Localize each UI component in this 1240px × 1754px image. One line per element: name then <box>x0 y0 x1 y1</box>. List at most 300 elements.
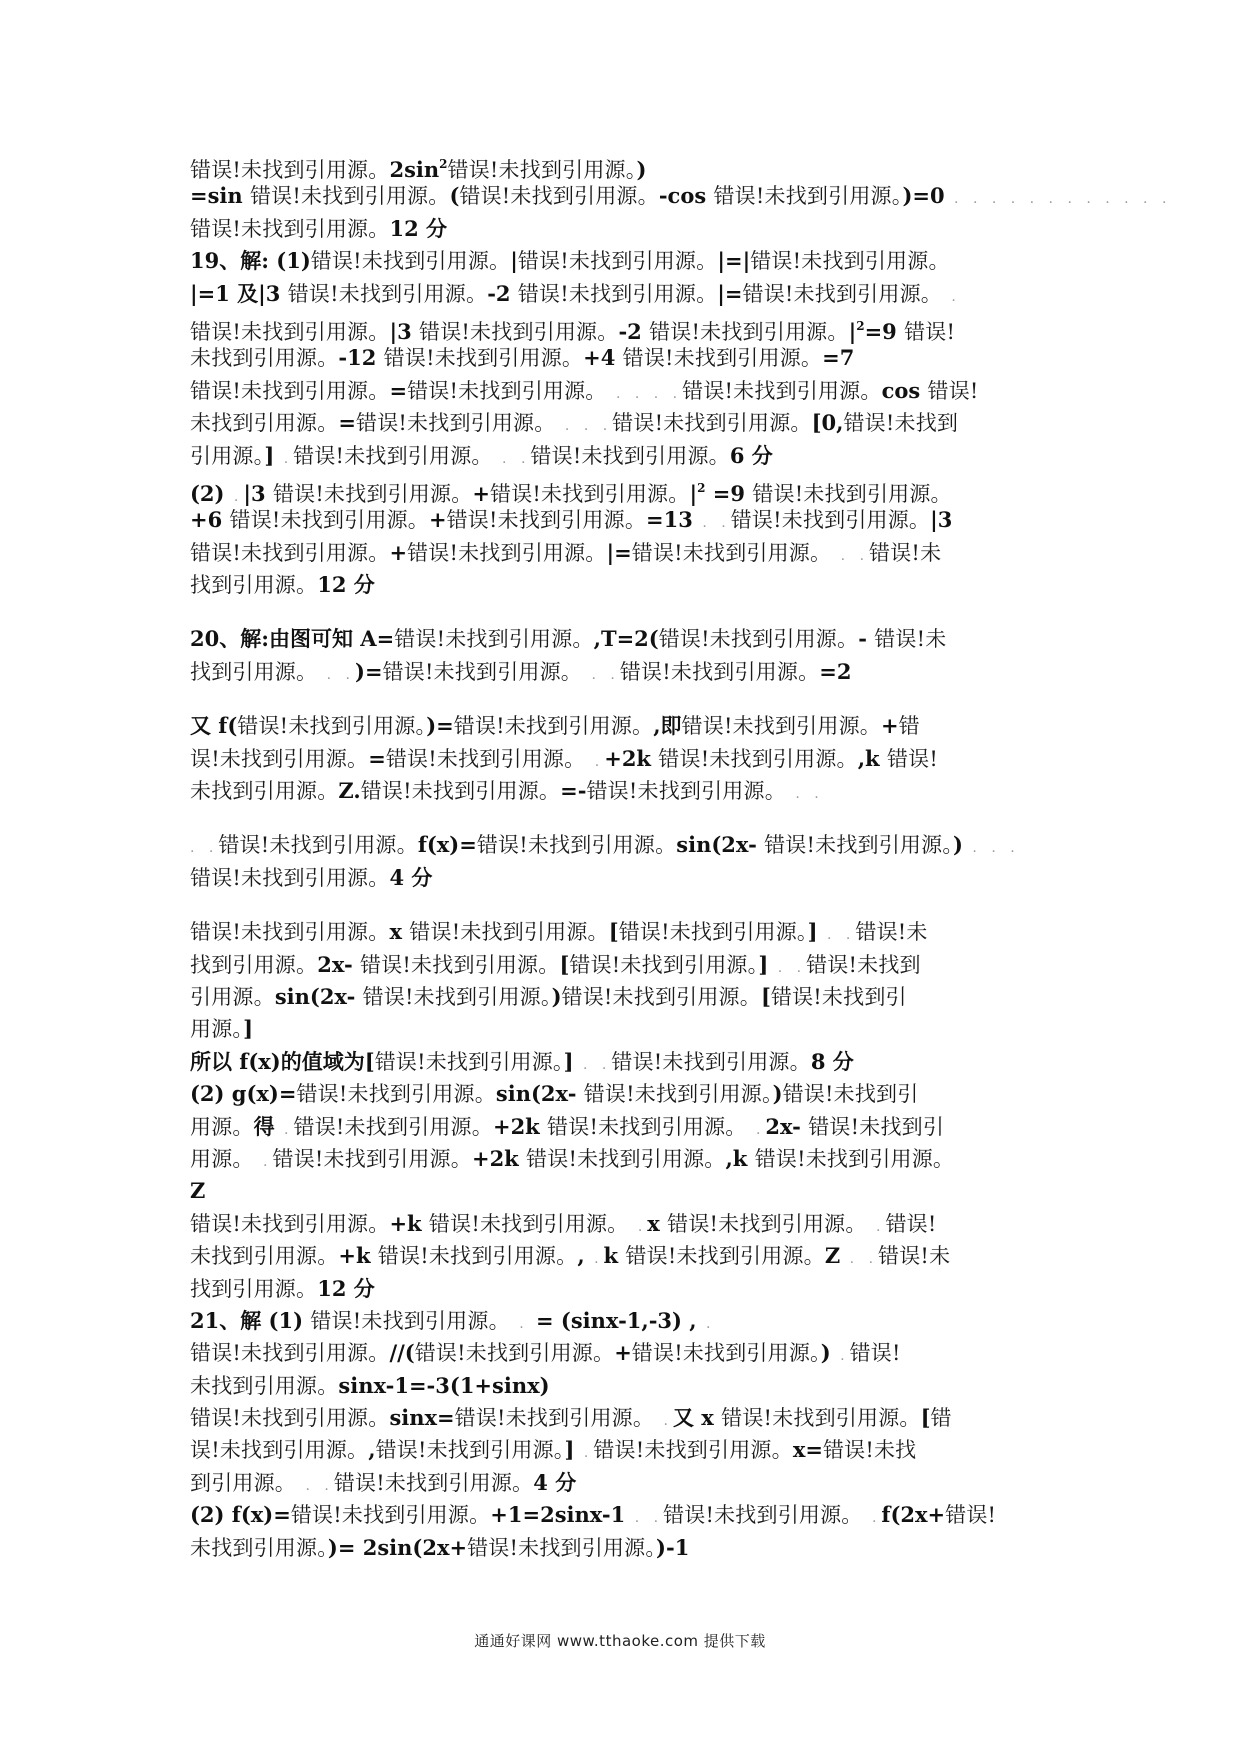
reference-error-text: 错误!未找到引用源。 <box>407 378 607 403</box>
text-line <box>190 1046 1120 1078</box>
math-text: )= <box>355 658 383 684</box>
reference-error-text: 误!未找到引用源。 <box>190 1438 369 1463</box>
reference-error-text: 错误!未找到引用源。 <box>190 920 390 945</box>
text-line <box>190 829 1120 861</box>
reference-error-text: 错误!未找到引用源。 <box>631 1341 821 1366</box>
text-line <box>190 623 1120 655</box>
math-text: 4 分 <box>533 1469 577 1495</box>
reference-error-text: 用源。 <box>190 1146 254 1171</box>
reference-error-text: 错误!未找到 <box>806 952 921 977</box>
math-text: sin(2x- <box>495 1081 584 1107</box>
math-text: , <box>577 1243 585 1269</box>
math-text: 2x- <box>765 1113 809 1139</box>
math-text: 21、解 (1) <box>190 1307 311 1333</box>
reference-error-text: 错误!未找到引用源。 <box>296 1082 496 1107</box>
math-text: - <box>858 626 875 652</box>
reference-error-text: 错误!未找到引用源。 <box>764 833 954 858</box>
math-text: =13 <box>646 507 693 533</box>
reference-error-text: 到引用源。 <box>190 1470 296 1495</box>
math-text: Z <box>824 1243 841 1269</box>
reference-error-text: 错误!未找到引用源。 <box>612 411 812 436</box>
math-text: + <box>428 507 447 533</box>
text-line <box>190 1240 1120 1272</box>
leader-dots: . . . <box>555 418 613 435</box>
math-text: [ <box>559 951 570 977</box>
reference-error-text: 错误!未找到引用源。 <box>414 1341 615 1366</box>
reference-error-text: 错误!未找到引用源。 <box>190 158 390 182</box>
text-line <box>190 1273 1120 1305</box>
math-text: [ <box>760 983 771 1009</box>
reference-error-text: 错误!未找到引用源。 <box>467 1535 657 1560</box>
text-line <box>190 245 1120 277</box>
reference-error-text: 错误!未找到引用源。 <box>622 346 823 371</box>
math-text: = (sinx-1,-3) , <box>528 1307 697 1333</box>
math-text: sin(2x- <box>676 832 765 858</box>
math-text: ,即 <box>653 713 682 739</box>
text-line <box>190 569 1120 601</box>
math-text: =2 <box>819 658 852 684</box>
text-line <box>190 916 1120 948</box>
text-line <box>190 310 1120 342</box>
text-line <box>190 1499 1120 1531</box>
reference-error-text: 错误! <box>945 1503 997 1528</box>
math-text: |3 <box>930 507 953 533</box>
math-text: ] <box>563 1048 574 1074</box>
reference-error-text: 错误!未找到引用源。 <box>658 627 859 652</box>
reference-error-text: 错误!未找到引用源。 <box>721 1406 921 1431</box>
reference-error-text: 错误!未找到引用源。 <box>649 319 849 344</box>
text-line <box>190 148 1120 180</box>
math-text: -12 <box>338 345 384 371</box>
math-text: x <box>647 1210 668 1236</box>
leader-dots: . . <box>768 959 807 976</box>
reference-error-text: 错误!未找到引用源。 <box>526 1146 726 1171</box>
reference-error-text: 错误!未找到引用源。 <box>447 158 637 182</box>
reference-error-text: 错误!未找到引用源。 <box>190 1341 390 1366</box>
math-text: 又 x <box>673 1405 722 1431</box>
text-line <box>190 1467 1120 1499</box>
reference-error-text: 错误!未 <box>878 1244 951 1269</box>
reference-error-text: 错误!未找到引用源。 <box>750 249 950 274</box>
math-text: =9 <box>864 318 905 344</box>
math-text: ) <box>953 832 963 858</box>
leader-dots: . <box>274 1121 294 1138</box>
reference-error-text: 错误!未 <box>874 627 947 652</box>
reference-error-text: 错误!未找到引用源。 <box>374 1049 564 1074</box>
text-line <box>190 1208 1120 1240</box>
math-text: 6 分 <box>729 442 773 468</box>
leader-dots: . <box>654 1413 673 1430</box>
reference-error-text: 错误!未找到引用源。 <box>730 508 931 533</box>
math-text: 12 分 <box>317 1275 375 1301</box>
math-text: (2) f(x)= <box>190 1502 291 1528</box>
text-line <box>190 1111 1120 1143</box>
reference-error-text: 错误!未找到引用源。 <box>454 1406 655 1431</box>
math-text: 12 分 <box>317 572 375 598</box>
reference-error-text: 错误!未找到引用源。 <box>611 1049 811 1074</box>
reference-error-text: 用源。 <box>190 1114 254 1139</box>
math-text: ] <box>243 1016 254 1042</box>
reference-error-text: 错误!未找到引用源。 <box>356 411 556 436</box>
reference-error-text: 错误!未找到引用源。 <box>618 920 808 945</box>
leader-dots: . <box>746 1121 766 1138</box>
reference-error-text: 错误!未找到引用源。 <box>547 1114 747 1139</box>
reference-error-text: 找到引用源。 <box>190 573 318 598</box>
math-text: (2) g(x)= <box>190 1081 297 1107</box>
math-text: -2 <box>618 318 650 344</box>
math-text: 所以 f(x)的值域为[ <box>190 1048 375 1074</box>
reference-error-text: 错误!未找到引用源。 <box>742 281 942 306</box>
reference-error-text: 错误!未找到引用源。 <box>409 920 609 945</box>
math-text: ( <box>449 183 460 209</box>
math-text: 2sin <box>389 157 440 182</box>
text-line <box>190 981 1120 1013</box>
leader-dots: . . <box>625 1510 664 1527</box>
reference-error-text: 错误!未找到引用源。 <box>362 984 552 1009</box>
reference-error-text: 误!未找到引用源。 <box>190 746 369 771</box>
math-text: |= <box>717 280 743 306</box>
text-line <box>190 1175 1120 1207</box>
text-line <box>190 213 1120 245</box>
text-line <box>190 743 1120 775</box>
reference-error-text: 错误! <box>849 1341 901 1366</box>
math-text: |= <box>606 539 632 565</box>
math-text: ) <box>551 983 562 1009</box>
reference-error-text: 错误!未找到引用源。 <box>218 833 418 858</box>
leader-dots: . <box>585 753 605 770</box>
reference-error-text: 错误!未 <box>869 540 942 565</box>
leader-dots: . <box>628 1218 648 1235</box>
math-text: 20、解:由图可知 A= <box>190 626 395 652</box>
math-text: )= <box>426 713 454 739</box>
reference-error-text: 错误!未找到引用源。 <box>752 481 952 506</box>
text-line <box>190 504 1120 536</box>
math-text: ,T=2( <box>593 626 659 652</box>
reference-error-text: 错误!未找到引用源。 <box>569 952 759 977</box>
math-text: Z. <box>338 778 361 804</box>
math-text: 4 分 <box>389 864 433 890</box>
reference-error-text: 错误!未找到引用源。 <box>586 779 786 804</box>
math-text: |=1 及|3 <box>190 280 288 306</box>
reference-error-text: 未找到引用源。 <box>190 346 339 371</box>
math-text: )=0 <box>902 183 945 209</box>
text-line <box>190 1337 1120 1369</box>
math-text: +k <box>389 1210 429 1236</box>
leader-dots: . <box>862 1510 882 1527</box>
reference-error-text: 错误! <box>904 319 956 344</box>
text-line <box>190 1013 1120 1045</box>
math-text: +2k <box>471 1145 527 1171</box>
math-text: + <box>472 480 491 506</box>
math-text: [0, <box>811 410 844 436</box>
leader-dots: . . <box>692 515 731 532</box>
reference-error-text: 未找到引用源。 <box>190 779 339 804</box>
reference-error-text: 错误!未找到引用源。 <box>593 1438 793 1463</box>
leader-dots: . <box>224 488 244 505</box>
math-text: 又 f( <box>190 713 238 739</box>
reference-error-text: 错误!未找到 <box>843 411 959 436</box>
math-text: ] <box>758 951 769 977</box>
reference-error-text: 错误!未找到引用源。 <box>229 508 429 533</box>
math-text: 2x- <box>317 951 360 977</box>
reference-error-text: 错误!未找到引用源。 <box>310 249 511 274</box>
text-line <box>190 1370 1120 1402</box>
text-line <box>190 1402 1120 1434</box>
page-footer: 通通好课网 www.tthaoke.com 提供下载 <box>474 1632 766 1650</box>
reference-error-text: 错误! <box>885 1211 937 1236</box>
reference-error-text: 错误!未找到引用源。 <box>190 378 390 403</box>
reference-error-text: 错误! <box>886 746 938 771</box>
reference-error-text: 错误!未找到引用源。 <box>190 1406 390 1431</box>
math-text: ] <box>564 1437 575 1463</box>
superscript: 2 <box>439 157 448 171</box>
math-text: | <box>848 318 857 344</box>
math-text: +1=2sinx-1 <box>490 1502 626 1528</box>
math-text: 8 分 <box>810 1048 854 1074</box>
leader-dots: . . . . <box>606 385 683 402</box>
math-text: -cos <box>658 183 714 209</box>
reference-error-text: 错误!未找到引用源。 <box>754 1146 955 1171</box>
reference-error-text: 错误!未找到引用源。 <box>530 443 730 468</box>
math-text: ] <box>807 919 818 945</box>
text-line <box>190 1078 1120 1110</box>
math-text: =- <box>560 778 587 804</box>
leader-dots: . . . . . . . . . . . . <box>944 191 1172 208</box>
reference-error-text: 错误!未找到引用源。 <box>619 659 820 684</box>
reference-error-text: 错误!未找到引用源。 <box>333 1470 534 1495</box>
text-line <box>190 710 1120 742</box>
math-text: |=| <box>717 248 751 274</box>
math-text: sinx= <box>389 1405 455 1431</box>
reference-error-text: 错误!未找到引用源。 <box>190 1211 390 1236</box>
reference-error-text: 错误!未找到引用源。 <box>658 746 858 771</box>
reference-error-text: 错误!未找到引用源。 <box>272 1146 472 1171</box>
reference-error-text: 找到引用源。 <box>190 1276 318 1301</box>
reference-error-text: 错误!未找到引用源。 <box>290 1503 491 1528</box>
reference-error-text: 错误!未找到引用源。 <box>190 319 390 344</box>
leader-dots: . . <box>817 927 856 944</box>
math-text: | <box>689 480 698 506</box>
reference-error-text: 错误!未找到引 <box>808 1114 945 1139</box>
math-text: + <box>614 1340 632 1366</box>
math-text: ) <box>772 1081 783 1107</box>
math-text: [ <box>608 919 619 945</box>
leader-dots: . <box>584 1251 604 1268</box>
reference-error-text: 未找到引用源。 <box>190 411 339 436</box>
reference-error-text: 错误!未找到引用源。 <box>631 540 832 565</box>
reference-error-text: 错误!未找到引用源。 <box>394 627 594 652</box>
reference-error-text: 错误!未找到引用源。 <box>713 184 903 209</box>
math-text: |3 <box>389 318 420 344</box>
reference-error-text: 错误!未找到引用源。 <box>385 746 586 771</box>
reference-error-text: 错误!未找到引用源。 <box>407 540 607 565</box>
text-line <box>190 862 1120 894</box>
leader-dots: . <box>509 1315 529 1332</box>
reference-error-text: 错误!未找到引用源。 <box>561 984 761 1009</box>
leader-dots: . . <box>831 547 870 564</box>
leader-dots: . . <box>840 1251 879 1268</box>
math-text: +6 <box>190 507 230 533</box>
math-text: -2 <box>487 280 518 306</box>
reference-error-text: 错误!未找到引用源。 <box>383 346 584 371</box>
leader-dots: . . <box>190 840 219 857</box>
reference-error-text: 错误!未找到引用源。 <box>375 1438 565 1463</box>
text-line <box>190 342 1120 374</box>
math-text: ) <box>820 1340 831 1366</box>
math-text: = <box>368 745 386 771</box>
text-line <box>190 537 1120 569</box>
math-text: +2k <box>492 1113 548 1139</box>
reference-error-text: 错误!未找 <box>822 1438 917 1463</box>
math-text: +2k <box>604 745 659 771</box>
math-text: =sin <box>190 183 250 209</box>
reference-error-text: 未找到引用源。 <box>190 1373 339 1398</box>
math-text: )-1 <box>656 1534 690 1560</box>
text-line <box>190 1532 1120 1564</box>
leader-dots: . . <box>296 1477 334 1494</box>
math-text: 19、解: (1) <box>190 248 311 274</box>
text-line <box>190 180 1172 212</box>
reference-error-text: 未找到引用源。 <box>190 1535 328 1560</box>
reference-error-text: 引用源。 <box>190 984 275 1009</box>
reference-error-text: 未找到引用源。 <box>190 1244 339 1269</box>
reference-error-text: 错误!未找到引 <box>782 1082 919 1107</box>
reference-error-text: 找到引用源。 <box>190 659 318 684</box>
reference-error-text: 错误!未找到引用源。 <box>682 378 882 403</box>
math-text: )= 2sin(2x+ <box>327 1534 468 1560</box>
text-line <box>190 1305 1120 1337</box>
reference-error-text: 错误!未找到引 <box>770 984 907 1009</box>
math-text: = <box>338 410 357 436</box>
reference-error-text: 错误!未找到引用源。 <box>249 184 450 209</box>
leader-dots: . <box>830 1348 850 1365</box>
reference-error-text: 错误!未找到引用源。 <box>237 714 427 739</box>
reference-error-text: 错误!未找到引用源。 <box>446 508 647 533</box>
math-text: , <box>368 1437 376 1463</box>
reference-error-text: 错误!未找到引用源。 <box>190 216 390 241</box>
reference-error-text: 错误!未找到引用源。 <box>377 1244 578 1269</box>
math-text: |3 <box>243 480 273 506</box>
document-body <box>190 148 1172 1564</box>
reference-error-text: 错误!未找到引用源。 <box>190 540 390 565</box>
leader-dots: . . <box>573 1056 612 1073</box>
math-text: cos <box>881 377 928 403</box>
reference-error-text: 错误!未找到引用源。 <box>272 481 473 506</box>
reference-error-text: 错误!未找到引用源。 <box>293 1114 493 1139</box>
leader-dots: . . <box>785 786 824 803</box>
reference-error-text: 错误!未找到引用源。 <box>360 779 561 804</box>
math-text: =9 <box>705 480 753 506</box>
reference-error-text: 用源。 <box>190 1017 244 1042</box>
math-text: //( <box>389 1340 415 1366</box>
math-text: x <box>389 919 410 945</box>
math-text: ) <box>636 157 647 182</box>
reference-error-text: 错误!未找到引用源。 <box>190 865 390 890</box>
math-text: sin(2x- <box>274 983 363 1009</box>
text-line <box>190 775 1120 807</box>
text-line <box>190 949 1120 981</box>
reference-error-text: 错 <box>930 1406 952 1431</box>
math-text: + <box>389 539 408 565</box>
text-line <box>190 1434 1120 1466</box>
math-text: sinx-1=-3(1+sinx) <box>338 1372 550 1398</box>
text-line <box>190 656 1120 688</box>
reference-error-text: 错误!未找到引用源。 <box>360 952 560 977</box>
text-line <box>190 278 1120 310</box>
reference-error-text: 错误!未找到引用源。 <box>583 1082 773 1107</box>
reference-error-text: 错误!未找到引用源。 <box>625 1244 825 1269</box>
leader-dots: . . <box>317 666 356 683</box>
math-text: = <box>389 377 408 403</box>
reference-error-text: 错误! <box>927 378 979 403</box>
text-line <box>190 407 1120 439</box>
reference-error-text: 引用源。 <box>190 443 265 468</box>
math-text: +k <box>338 1243 378 1269</box>
superscript: 2 <box>856 318 865 333</box>
reference-error-text: 错误!未找到引用源。 <box>382 659 583 684</box>
text-line <box>190 375 1120 407</box>
reference-error-text: 错误!未找到引用源。 <box>517 249 718 274</box>
math-text: ,k <box>857 745 887 771</box>
leader-dots: . . <box>492 450 531 467</box>
math-text: f(x)= <box>417 832 477 858</box>
leader-dots: . <box>274 450 294 467</box>
leader-dots: . <box>253 1153 273 1170</box>
leader-dots: . . . <box>962 840 1020 857</box>
superscript: 2 <box>697 480 706 495</box>
text-line <box>190 1143 1120 1175</box>
math-text: x= <box>792 1437 823 1463</box>
leader-dots: . <box>696 1315 716 1332</box>
math-text: | <box>510 248 518 274</box>
reference-error-text: 错 <box>898 714 920 739</box>
reference-error-text: 错误!未找到引用源。 <box>459 184 659 209</box>
reference-error-text: 找到引用源。 <box>190 952 318 977</box>
math-text: +4 <box>583 345 623 371</box>
leader-dots: . <box>866 1218 886 1235</box>
math-text: 12 分 <box>389 215 447 241</box>
math-text: =7 <box>822 345 855 371</box>
reference-error-text: 错误!未找到引用源。 <box>517 281 718 306</box>
math-text: 得 <box>253 1113 275 1139</box>
math-text: Z <box>190 1178 206 1204</box>
reference-error-text: 错误!未 <box>855 920 928 945</box>
math-text: k <box>603 1243 626 1269</box>
reference-error-text: 错误!未找到引用源。 <box>419 319 619 344</box>
reference-error-text: 错误!未找到引用源。 <box>453 714 654 739</box>
reference-error-text: 错误!未找到引用源。 <box>476 833 677 858</box>
text-line <box>190 440 1120 472</box>
math-text: f(2x+ <box>881 1502 946 1528</box>
reference-error-text: 错误!未找到引用源。 <box>490 481 690 506</box>
reference-error-text: 错误!未找到引用源。 <box>667 1211 867 1236</box>
reference-error-text: 错误!未找到引用源。 <box>310 1308 510 1333</box>
leader-dots: . . <box>582 666 620 683</box>
math-text: (2) <box>190 480 225 506</box>
math-text: + <box>881 713 899 739</box>
math-text: ,k <box>725 1145 755 1171</box>
leader-dots: . <box>941 288 961 305</box>
reference-error-text: 错误!未找到引用源。 <box>681 714 881 739</box>
math-text: [ <box>920 1405 931 1431</box>
math-text: ] <box>264 442 275 468</box>
reference-error-text: 错误!未找到引用源。 <box>287 281 488 306</box>
reference-error-text: 错误!未找到引用源。 <box>428 1211 629 1236</box>
leader-dots: . <box>574 1445 594 1462</box>
text-line <box>190 472 1120 504</box>
reference-error-text: 错误!未找到引用源。 <box>293 443 493 468</box>
reference-error-text: 错误!未找到引用源。 <box>663 1503 863 1528</box>
